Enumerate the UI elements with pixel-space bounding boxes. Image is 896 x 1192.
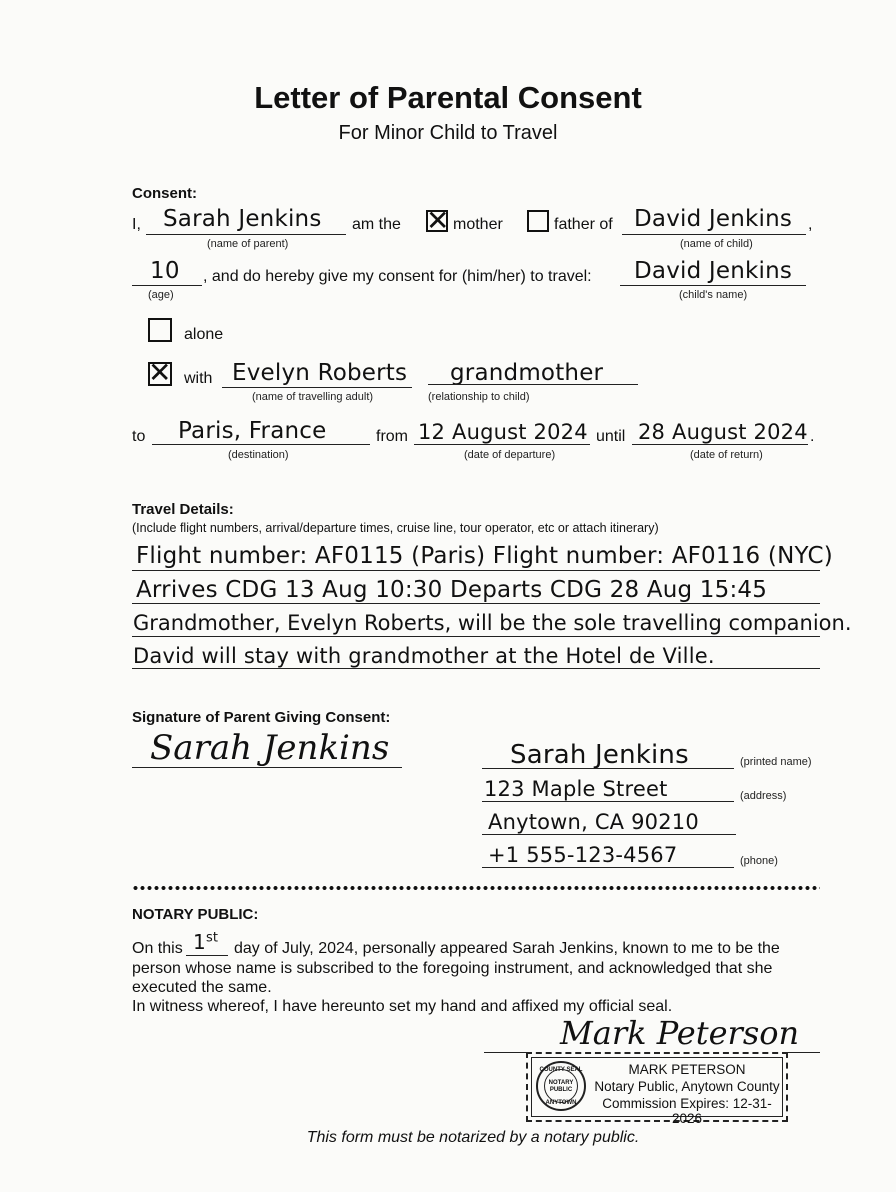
travel-note: (Include flight numbers, arrival/departure times, cruise line, tour operator, etc or attach itinerary) — [132, 521, 659, 535]
travel-line-4: David will stay with grandmother at the Hotel de Ville. — [133, 644, 715, 668]
seal-emblem-bottom-text: ANYTOWN — [545, 1100, 577, 1106]
departure-line — [414, 444, 590, 445]
notary-seal-emblem — [536, 1061, 586, 1111]
relationship-line — [428, 384, 638, 385]
phone-line — [482, 867, 734, 868]
address-rule-1 — [482, 801, 734, 802]
consent-statement: , and do hereby give my consent for (him/her) to travel: — [203, 268, 592, 285]
child-name-caption: (name of child) — [680, 238, 753, 250]
child-name-value: David Jenkins — [634, 206, 793, 232]
mother-label: mother — [453, 216, 503, 233]
signature-heading: Signature of Parent Giving Consent: — [132, 709, 391, 726]
destination-caption: (destination) — [228, 449, 289, 461]
parent-name-line — [146, 234, 346, 235]
departure-value: 12 August 2024 — [418, 420, 588, 444]
footer-note: This form must be notarized by a notary public. — [306, 1129, 640, 1146]
adult-name-caption: (name of travelling adult) — [252, 391, 374, 403]
printed-name-line — [482, 768, 734, 769]
notary-heading: NOTARY PUBLIC: — [132, 906, 259, 923]
am-the-label: am the — [352, 216, 401, 233]
travel-rule-2 — [132, 603, 820, 604]
seal-emblem-mid1: NOTARY — [548, 1080, 574, 1086]
travel-line-1: Flight number: AF0115 (Paris) Flight number: AF0116 (NYC) — [136, 543, 833, 569]
consent-heading: Consent: — [132, 185, 197, 202]
travel-rule-1 — [132, 570, 820, 571]
notary-day-line — [186, 955, 228, 956]
relationship-value: grandmother — [450, 360, 604, 386]
printed-name-caption: (printed name) — [740, 756, 812, 768]
from-label: from — [376, 428, 408, 445]
address-line-2: Anytown, CA 90210 — [488, 810, 699, 834]
address-line-1: 123 Maple Street — [484, 777, 668, 801]
departure-caption: (date of departure) — [464, 449, 556, 461]
address-caption: (address) — [740, 790, 787, 802]
adult-name-value: Evelyn Roberts — [232, 360, 408, 386]
form-title: Letter of Parental Consent — [254, 80, 642, 115]
adult-name-line — [222, 387, 412, 388]
child-name2-value: David Jenkins — [634, 258, 793, 284]
notary-day-value: 1st — [193, 930, 219, 954]
alone-label: alone — [184, 326, 224, 343]
period: . — [810, 428, 815, 445]
parent-name-value: Sarah Jenkins — [163, 206, 322, 232]
child-name-line — [622, 234, 806, 235]
dotted-separator — [132, 884, 820, 892]
return-caption: (date of return) — [690, 449, 763, 461]
notary-text-3: executed the same. — [132, 979, 272, 996]
seal-title: Notary Public, Anytown County — [594, 1079, 780, 1094]
address-rule-2 — [482, 834, 736, 835]
phone-caption: (phone) — [740, 855, 778, 867]
notary-on-this: On this — [132, 940, 183, 957]
form-subtitle: For Minor Child to Travel — [338, 122, 558, 144]
destination-value: Paris, France — [178, 418, 327, 444]
destination-line — [152, 444, 370, 445]
return-value: 28 August 2024 — [638, 420, 808, 444]
notary-signature: Mark Peterson — [560, 1014, 800, 1052]
age-caption: (age) — [148, 289, 174, 301]
child-name2-line — [620, 285, 806, 286]
seal-emblem-mid2: PUBLIC — [549, 1087, 573, 1093]
mother-check-mark: ✕ — [426, 204, 450, 237]
travel-rule-3 — [132, 636, 820, 637]
travel-rule-4 — [132, 668, 820, 669]
i-label: I, — [132, 216, 141, 233]
seal-commission: Commission Expires: 12-31-2026 — [602, 1096, 772, 1126]
comma: , — [808, 216, 813, 233]
child-name2-caption: (child's name) — [679, 289, 748, 301]
father-label: father of — [554, 216, 613, 233]
travel-heading: Travel Details: — [132, 501, 234, 518]
parent-name-caption: (name of parent) — [207, 238, 289, 250]
notary-text-4: In witness whereof, I have hereunto set my hand and affixed my official seal. — [132, 998, 673, 1015]
alone-checkbox[interactable] — [148, 318, 172, 342]
seal-emblem-top-text: COUNTY SEAL — [539, 1067, 583, 1073]
seal-emblem-inner-ring — [544, 1069, 578, 1103]
with-check-mark: ✕ — [148, 356, 172, 389]
return-line — [632, 444, 808, 445]
notary-seal-stamp — [526, 1052, 788, 1126]
printed-name-value: Sarah Jenkins — [510, 740, 689, 770]
father-checkbox[interactable] — [527, 210, 549, 232]
age-value: 10 — [150, 258, 180, 284]
parent-signature: Sarah Jenkins — [150, 728, 390, 768]
travel-line-3: Grandmother, Evelyn Roberts, will be the sole travelling companion. — [133, 611, 852, 635]
notary-text-2: person whose name is subscribed to the foregoing instrument, and acknowledged that she — [132, 960, 773, 977]
notary-text-1: day of July, 2024, personally appeared Sarah Jenkins, known to me to be the — [234, 940, 780, 957]
with-label: with — [184, 370, 213, 387]
phone-value: +1 555-123-4567 — [488, 843, 678, 867]
seal-name: MARK PETERSON — [628, 1062, 746, 1077]
travel-line-2: Arrives CDG 13 Aug 10:30 Departs CDG 28 Aug 15:45 — [136, 577, 768, 603]
age-line — [132, 285, 202, 286]
parent-signature-line — [132, 767, 402, 768]
to-label: to — [132, 428, 146, 445]
relationship-caption: (relationship to child) — [428, 391, 530, 403]
until-label: until — [596, 428, 626, 445]
